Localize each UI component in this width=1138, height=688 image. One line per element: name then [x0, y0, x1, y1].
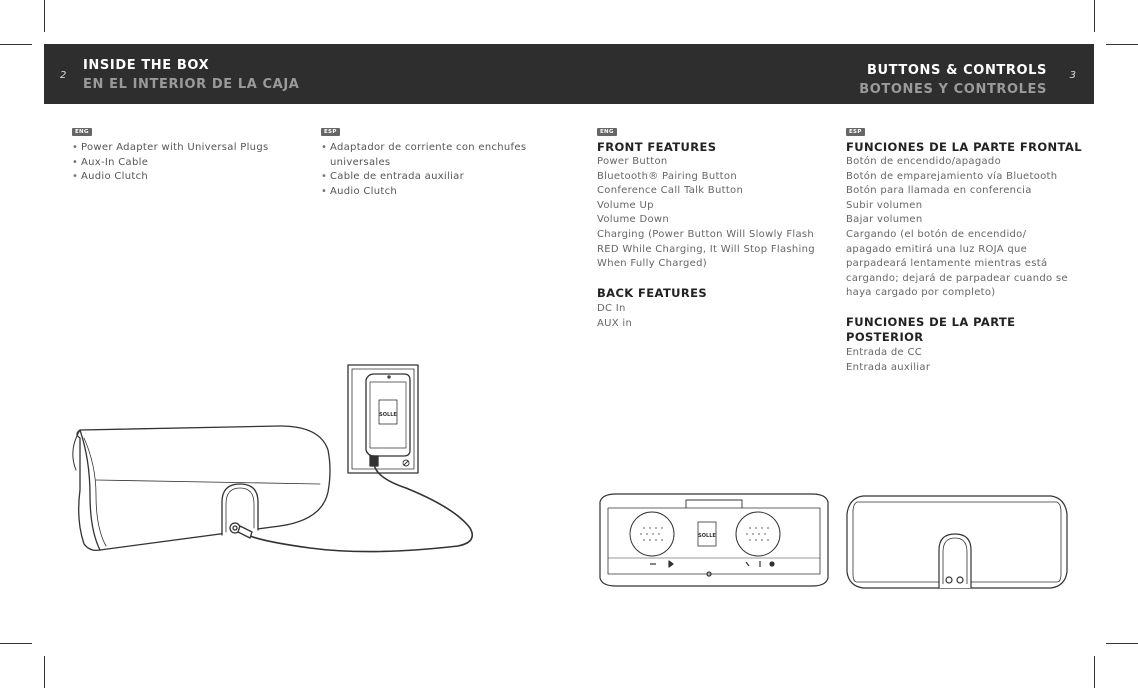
list-item: haya cargado por completo) [846, 287, 996, 299]
list-item: Cargando (el botón de encendido/ [846, 228, 1027, 240]
inside-box-list-es [321, 141, 561, 199]
brand-logo-text: SOLLE [379, 412, 397, 418]
list-item: Botón de emparejamiento vía Bluetooth [846, 170, 1058, 182]
list-item: • Audio Clutch [72, 170, 292, 185]
list-item: • Audio Clutch [321, 185, 561, 200]
list-item: cargando; dejará de parpadear cuando se [846, 272, 1068, 284]
speaker-with-adapter-illustration [70, 360, 550, 570]
right-page-number: 3 [1069, 70, 1076, 81]
left-title-en: INSIDE THE BOX [83, 58, 210, 73]
list-item-continuation: universales [330, 156, 391, 168]
back-features-title: BACK FEATURES [597, 286, 708, 300]
back-features-list [597, 302, 827, 331]
list-item: • Power Adapter with Universal Plugs [72, 141, 292, 156]
speaker-back-illustration [843, 492, 1071, 592]
lang-tag-esp: ESP [321, 128, 340, 136]
header-band [44, 44, 1094, 104]
front-features-title-es: FUNCIONES DE LA PARTE FRONTAL [846, 140, 1082, 154]
front-features-list [597, 155, 827, 272]
list-item: • Adaptador de corriente con enchufes [321, 141, 561, 156]
right-title-es: BOTONES Y CONTROLES [859, 82, 1047, 97]
list-item: Subir volumen [846, 199, 923, 211]
front-features-title: FRONT FEATURES [597, 140, 717, 154]
list-item: Volume Down [597, 214, 670, 226]
list-item: • Aux-In Cable [72, 156, 292, 171]
crop-mark [0, 643, 32, 644]
list-item: Power Button [597, 156, 668, 167]
left-title-es: EN EL INTERIOR DE LA CAJA [83, 77, 300, 92]
crop-mark [1106, 44, 1138, 45]
list-item: Volume Up [597, 199, 654, 211]
crop-mark [44, 0, 45, 32]
lang-tag-esp: ESP [846, 128, 865, 136]
right-title-en: BUTTONS & CONTROLS [866, 63, 1047, 78]
list-item: • Cable de entrada auxiliar [321, 170, 561, 185]
crop-mark [1106, 643, 1138, 644]
back-features-title-es: FUNCIONES DE LA PARTE [846, 315, 1016, 329]
list-item: Bajar volumen [846, 214, 923, 226]
back-features-list-es [846, 346, 1086, 375]
list-item: Entrada de CC [846, 347, 923, 358]
lang-tag-eng: ENG [72, 128, 92, 136]
brand-logo-text: SOLLE [698, 533, 716, 539]
inside-box-list-en [72, 141, 292, 185]
list-item: Botón para llamada en conferencia [846, 185, 1032, 197]
front-features-list-es [846, 155, 1086, 301]
left-page-number: 2 [60, 70, 67, 81]
list-item: Bluetooth® Pairing Button [597, 170, 737, 182]
list-item: DC In [597, 303, 626, 314]
list-item: AUX in [597, 317, 633, 329]
list-item: RED While Charging, It Will Stop Flashing [597, 243, 815, 255]
speaker-front-illustration [594, 490, 834, 590]
back-features-title-es-line2: POSTERIOR [846, 330, 924, 344]
list-item: Botón de encendido/apagado [846, 156, 1001, 167]
list-item: parpadeará lentamente mientras está [846, 258, 1048, 270]
crop-mark [44, 656, 45, 688]
crop-mark [0, 44, 32, 45]
list-item: When Fully Charged) [597, 258, 707, 270]
list-item: apagado emitirá una luz ROJA que [846, 243, 1028, 255]
list-item: Charging (Power Button Will Slowly Flash [597, 228, 815, 240]
crop-mark [1094, 0, 1095, 32]
crop-mark [1094, 656, 1095, 688]
list-item: Conference Call Talk Button [597, 185, 744, 197]
list-item: Entrada auxiliar [846, 361, 931, 373]
lang-tag-eng: ENG [597, 128, 617, 136]
